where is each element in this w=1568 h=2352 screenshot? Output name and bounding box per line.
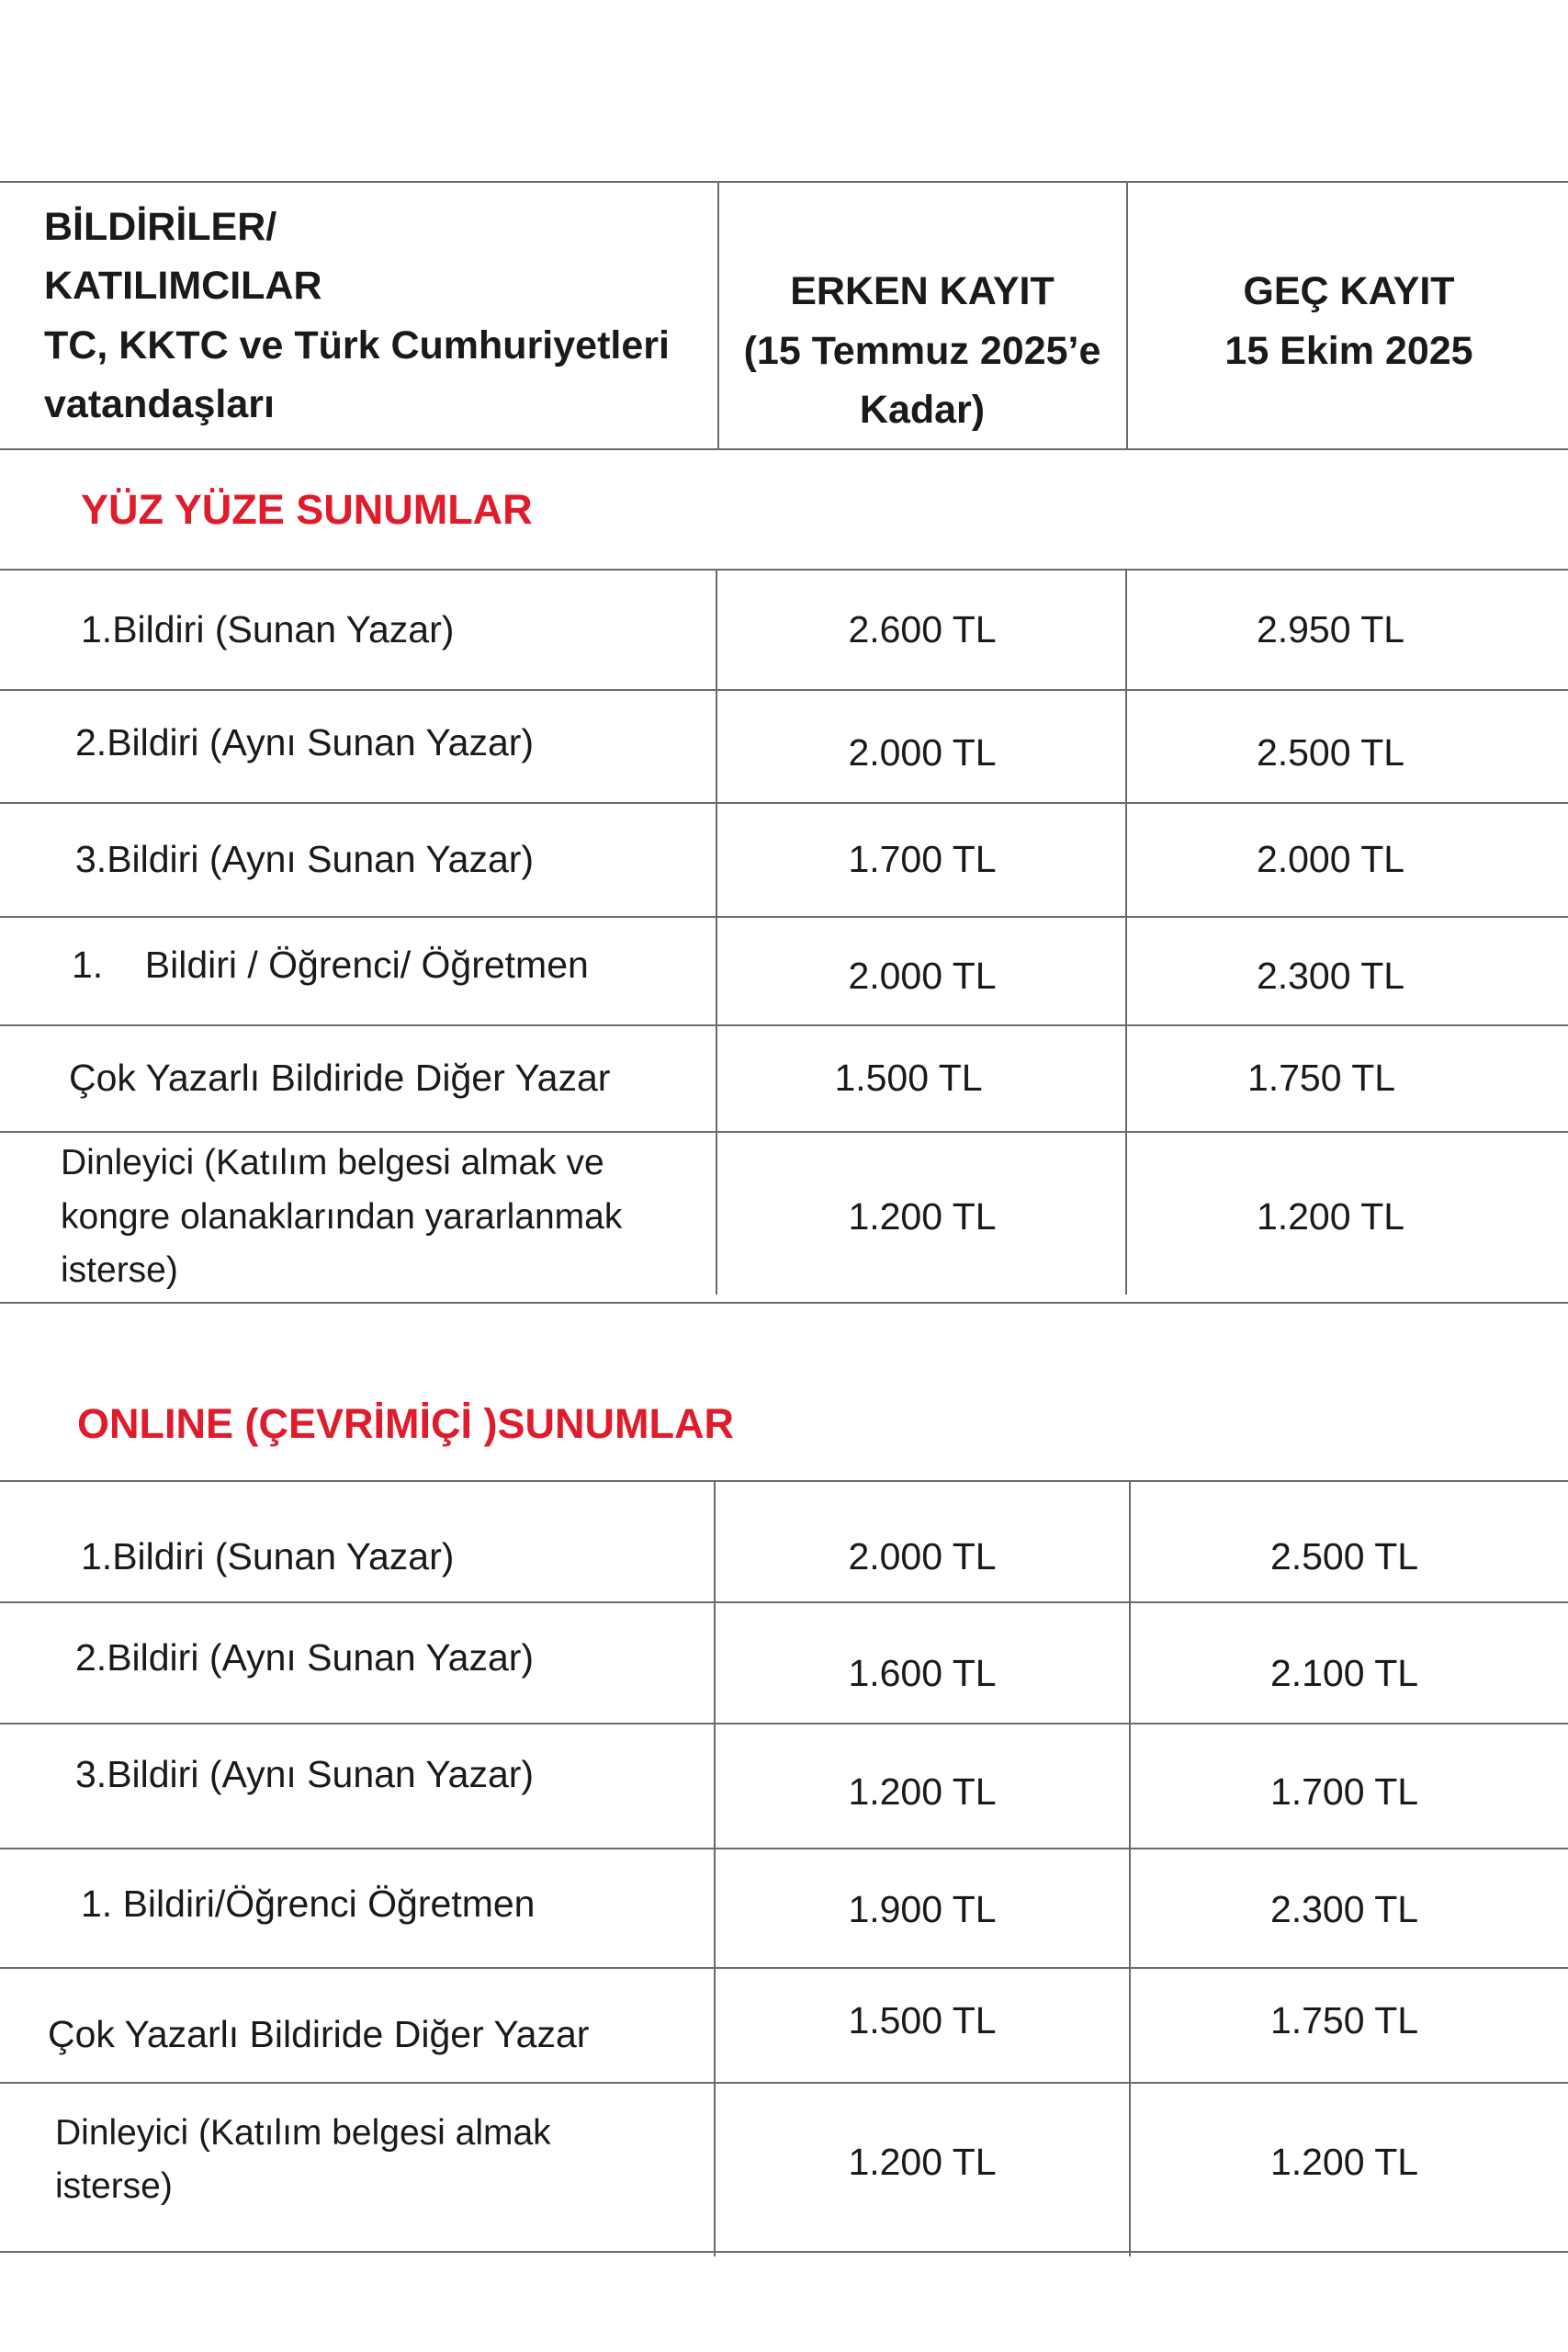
row-gec-price: 1.750 TL: [1247, 1057, 1396, 1100]
header-erken-cell: [716, 262, 1128, 464]
row-erken-price: 1.200 TL: [848, 1770, 997, 1814]
row-label: 2.Bildiri (Aynı Sunan Yazar): [75, 1636, 535, 1679]
row-gec-price: 2.500 TL: [1256, 730, 1405, 774]
row-label: 3.Bildiri (Aynı Sunan Yazar): [75, 1753, 535, 1796]
header-label-line: TC, KKTC ve Türk Cumhuriyetleri: [44, 322, 670, 368]
header-erken-line: (15 Temmuz 2025’e: [743, 328, 1101, 373]
row-gec-price: 1.200 TL: [1269, 2141, 1419, 2184]
row-label: 1. Bildiri/Öğrenci Öğretmen: [81, 1883, 536, 1926]
row-label: [0, 918, 715, 1024]
row-erken-price: 1.500 TL: [848, 1998, 997, 2041]
row-erken-price: 1.700 TL: [848, 838, 997, 881]
row-erken-price: 1.900 TL: [848, 1888, 997, 1931]
row-label: 1.Bildiri (Sunan Yazar): [81, 1535, 455, 1578]
row-label: 3.Bildiri (Aynı Sunan Yazar): [75, 838, 535, 881]
row-gec-price: 2.950 TL: [1256, 607, 1405, 650]
row-label: Çok Yazarlı Bildiride Diğer Yazar: [69, 1057, 611, 1100]
row-gec-price: 2.300 TL: [1256, 955, 1405, 998]
row-label: 1.Bildiri (Sunan Yazar): [81, 607, 455, 650]
row-erken-price: 1.600 TL: [848, 1652, 997, 1695]
row-label-line: isterse): [55, 2166, 173, 2206]
row-label-line: isterse): [61, 1250, 178, 1291]
row-erken-price: 2.600 TL: [848, 607, 997, 650]
section-title: ONLINE (ÇEVRİMİÇİ )SUNUMLAR: [77, 1400, 734, 1447]
row-gec-price: 1.700 TL: [1269, 1770, 1419, 1814]
header-label-line: vatandaşları: [44, 382, 275, 426]
row-label: Çok Yazarlı Bildiride Diğer Yazar: [48, 2012, 590, 2055]
row-label: 2.Bildiri (Aynı Sunan Yazar): [75, 720, 535, 763]
row-gec-price: 2.100 TL: [1269, 1652, 1419, 1695]
row-gec-price: 2.300 TL: [1269, 1888, 1419, 1931]
header-label-line: KATILIMCILAR: [44, 264, 322, 308]
header-gec-cell: [1130, 262, 1568, 409]
row-gec-price: 2.500 TL: [1269, 1535, 1419, 1578]
header-label-line: BİLDİRİLER/: [44, 204, 277, 249]
row-erken-price: 2.000 TL: [848, 955, 997, 998]
row-label-line: Dinleyici (Katılım belgesi almak: [55, 2112, 551, 2153]
row-label-line: Dinleyici (Katılım belgesi almak ve: [61, 1143, 604, 1183]
row-erken-price: 2.000 TL: [848, 730, 997, 774]
row-erken-price: 1.500 TL: [834, 1057, 983, 1100]
row-gec-price: 1.200 TL: [1256, 1195, 1405, 1238]
row-erken-price: 1.200 TL: [848, 1195, 997, 1238]
header-gec-line: GEÇ KAYIT: [1243, 269, 1455, 313]
row-gec-price: 2.000 TL: [1256, 838, 1405, 881]
header-erken-line: ERKEN KAYIT: [790, 269, 1055, 313]
row-label: [0, 2084, 715, 2251]
row-erken-price: 1.200 TL: [848, 2141, 997, 2184]
row-erken-price: 2.000 TL: [848, 1535, 997, 1578]
header-gec-line: 15 Ekim 2025: [1224, 328, 1473, 373]
header-erken-line: Kadar): [859, 388, 986, 432]
section-title: YÜZ YÜZE SUNUMLAR: [81, 485, 533, 533]
row-label: [0, 1133, 715, 1302]
row-gec-price: 1.750 TL: [1269, 1998, 1419, 2041]
header-label-cell: [0, 183, 715, 448]
row-label-line: kongre olanaklarından yararlanmak: [61, 1196, 623, 1237]
row-label-text: 1. Bildiri / Öğrenci/ Öğretmen: [72, 944, 589, 987]
